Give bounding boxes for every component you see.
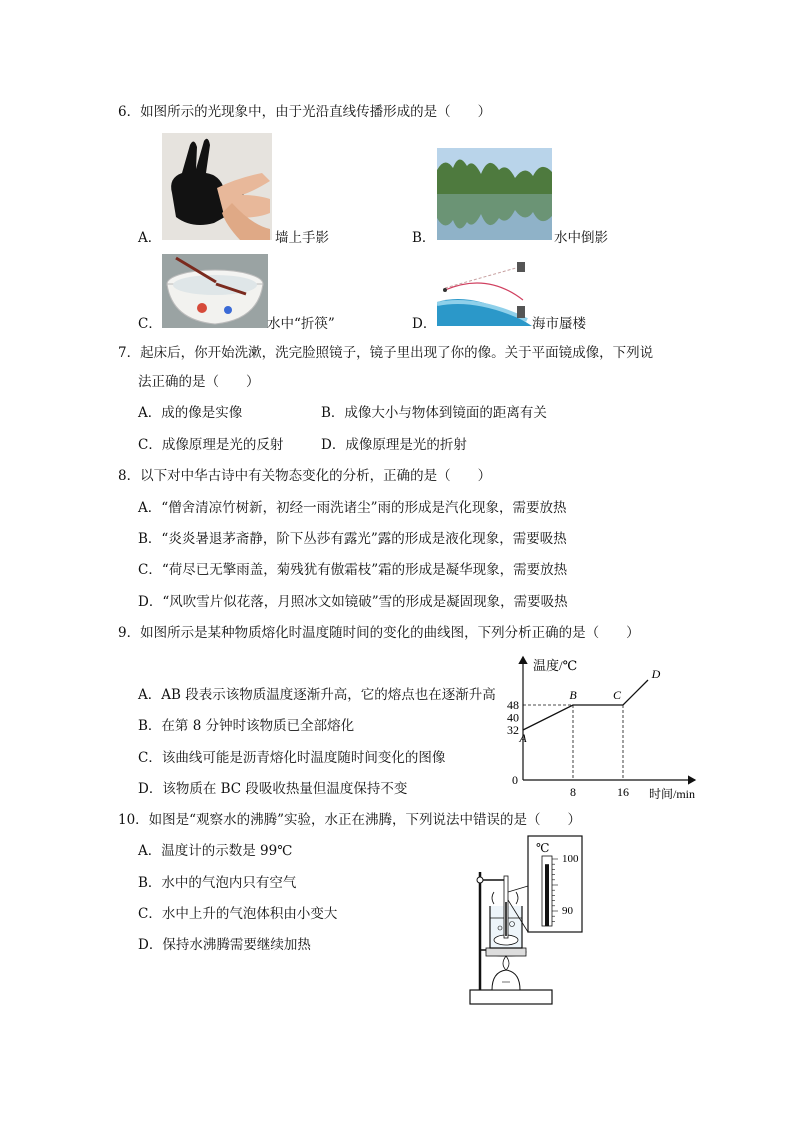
hand-shadow-rabbit-photo	[162, 133, 272, 240]
q9-option-b: B．在第 8 分钟时该物质已全部熔化	[138, 718, 355, 734]
q6-option-d-letter: D．	[412, 316, 437, 332]
q6-option-c-label: 水中“折筷”	[267, 316, 335, 332]
x-axis-label: 时间/min	[649, 787, 696, 801]
q10-stem: 10．如图是“观察水的沸腾”实验，水正在沸腾，下列说法中错误的是（ ）	[118, 812, 581, 828]
x-tick-label-16: 16	[617, 785, 629, 799]
y-tick-label-48: 48	[507, 698, 519, 712]
thermometer-unit: ℃	[536, 841, 550, 855]
q8-option-c: C．“荷尽已无擎雨盖，菊残犹有傲霜枝”霜的形成是凝华现象，需要放热	[138, 562, 568, 578]
bent-chopstick-bowl-photo	[162, 254, 268, 328]
q7-option-b: B．成像大小与物体到镜面的距离有关	[321, 405, 547, 421]
q10-option-d: D．保持水沸腾需要继续加热	[138, 937, 311, 953]
melting-curve-line	[523, 680, 648, 730]
q8-option-d: D．“风吹雪片似花落，月照冰文如镜破”雪的形成是凝固现象，需要吸热	[138, 594, 568, 610]
q7-stem-line1: 7．起床后，你开始洗漱，洗完脸照镜子，镜子里出现了你的像。关于平面镜成像，下列说	[118, 345, 654, 361]
point-label-D: D	[651, 667, 661, 681]
q6-option-a-letter: A．	[138, 230, 162, 246]
thermometer-label-100: 100	[562, 853, 579, 865]
x-tick-label-8: 8	[570, 785, 576, 799]
point-label-B: B	[569, 688, 577, 702]
q8-option-a: A．“僧舍清凉竹树新，初经一雨洗诸尘”雨的形成是汽化现象，需要放热	[138, 500, 567, 516]
q9-option-a: A．AB 段表示该物质温度逐渐升高，它的熔点也在逐渐升高	[138, 687, 496, 703]
q6-stem: 6．如图所示的光现象中，由于光沿直线传播形成的是（ ）	[118, 104, 492, 120]
melting-curve-chart	[505, 645, 710, 805]
point-label-C: C	[612, 688, 622, 702]
q8-option-b: B．“炎炎暑退茅斋静，阶下丛莎有露光”露的形成是液化现象，需要吸热	[138, 531, 567, 547]
mountain-reflection-photo	[437, 148, 552, 240]
q6-option-b-letter: B．	[412, 230, 436, 246]
q6-option-c-letter: C．	[138, 316, 162, 332]
q10-option-b: B．水中的气泡内只有空气	[138, 875, 297, 891]
q9-stem: 9．如图所示是某种物质熔化时温度随时间的变化的曲线图，下列分析正确的是（ ）	[118, 625, 640, 641]
q6-option-d-label: 海市蜃楼	[532, 316, 586, 332]
q10-option-c: C．水中上升的气泡体积由小变大	[138, 906, 338, 922]
q8-stem: 8．以下对中华古诗中有关物态变化的分析，正确的是（ ）	[118, 468, 492, 484]
q10-option-a: A．温度计的示数是 99℃	[138, 843, 293, 859]
y-tick-label-40: 40	[507, 710, 519, 725]
q7-option-a: A．成的像是实像	[138, 405, 243, 421]
point-label-A: A	[519, 731, 527, 745]
y-tick-label-32: 32	[507, 723, 519, 737]
q6-option-a-label: 墙上手影	[275, 230, 329, 246]
x-tick-label-0: 0	[512, 773, 518, 787]
q9-option-d: D．该物质在 BC 段吸收热量但温度保持不变	[138, 781, 408, 797]
boiling-water-apparatus	[460, 832, 585, 1010]
q6-option-b-label: 水中倒影	[554, 230, 608, 246]
mirage-diagram	[437, 260, 532, 326]
thermometer-mercury-column	[545, 864, 549, 926]
q7-option-d: D．成像原理是光的折射	[321, 437, 467, 453]
q7-stem-line2: 法正确的是（ ）	[138, 374, 260, 390]
y-axis-label: 温度/℃	[533, 658, 578, 673]
thermometer-label-90: 90	[562, 905, 573, 917]
q7-option-c: C．成像原理是光的反射	[138, 437, 284, 453]
q9-option-c: C．该曲线可能是沥青熔化时温度随时间变化的图像	[138, 750, 446, 766]
